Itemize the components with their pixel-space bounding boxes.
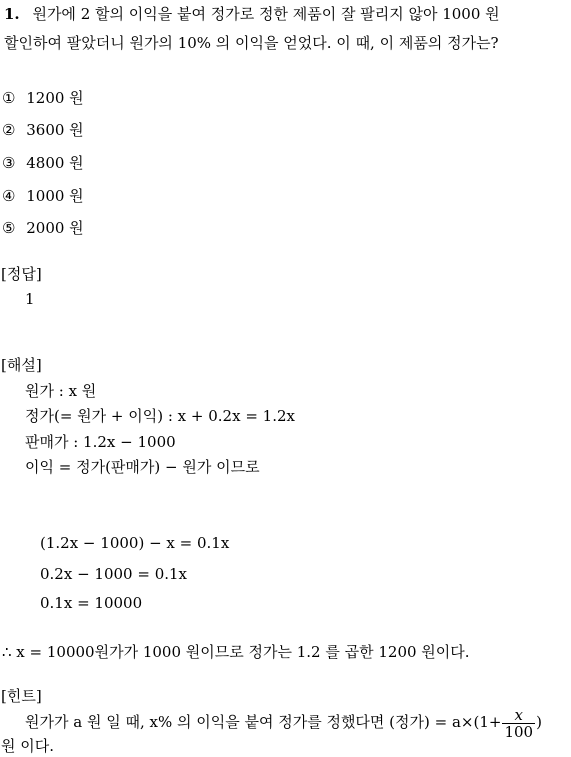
equation-line: 0.2x − 1000 = 0.1x (40, 565, 188, 583)
explanation-conclusion: ∴ x = 10000원가가 1000 원이므로 정가는 1.2 를 곱한 1200 원이다. (2, 643, 470, 661)
option-text: 2000 원 (26, 219, 84, 237)
fraction-numerator: x (502, 707, 535, 724)
hint-line-1 (25, 705, 542, 740)
question-line-2: 할인하여 팔았더니 원가의 10% 의 이익을 얻었다. 이 때, 이 제품의 정가는? (4, 34, 499, 52)
explanation-line: 원가 : x 원 (25, 382, 97, 400)
explanation-label: [해설] (1, 356, 42, 374)
hint-fraction (502, 707, 535, 740)
option-marker: ④ (2, 187, 16, 205)
option-4[interactable] (2, 186, 84, 206)
option-text: 1200 원 (26, 89, 84, 107)
answer-label: [정답] (1, 265, 42, 283)
equation-line: (1.2x − 1000) − x = 0.1x (40, 534, 230, 552)
hint-line-2: 원 이다. (1, 737, 55, 755)
option-3[interactable] (2, 153, 84, 173)
option-marker: ② (2, 121, 16, 139)
question-text-1: 원가에 2 할의 이익을 붙여 정가로 정한 제품이 잘 팔리지 않아 1000 원 (32, 5, 500, 23)
option-text: 3600 원 (26, 121, 84, 139)
question-line-1 (4, 4, 500, 24)
question-number: 1. (4, 5, 20, 23)
explanation-line: 이익 = 정가(판매가) − 원가 이므로 (25, 458, 260, 476)
answer-value: 1 (25, 290, 35, 308)
option-marker: ③ (2, 154, 16, 172)
option-text: 1000 원 (26, 187, 84, 205)
hint-label: [힌트] (1, 687, 42, 705)
fraction-denominator: 100 (504, 722, 534, 741)
option-5[interactable] (2, 218, 84, 238)
explanation-line: 판매가 : 1.2x − 1000 (25, 433, 176, 451)
option-marker: ⑤ (2, 219, 16, 237)
hint-text-prefix: 원가가 a 원 일 때, x% 의 이익을 붙여 정가를 정했다면 (정가) = a×(1+ (25, 713, 502, 731)
option-marker: ① (2, 89, 16, 107)
option-2[interactable] (2, 120, 84, 140)
explanation-line: 정가(= 원가 + 이익) : x + 0.2x = 1.2x (25, 407, 295, 425)
option-text: 4800 원 (26, 154, 84, 172)
hint-text-suffix: ) (536, 713, 542, 731)
option-1[interactable] (2, 88, 84, 108)
equation-line: 0.1x = 10000 (40, 594, 143, 612)
